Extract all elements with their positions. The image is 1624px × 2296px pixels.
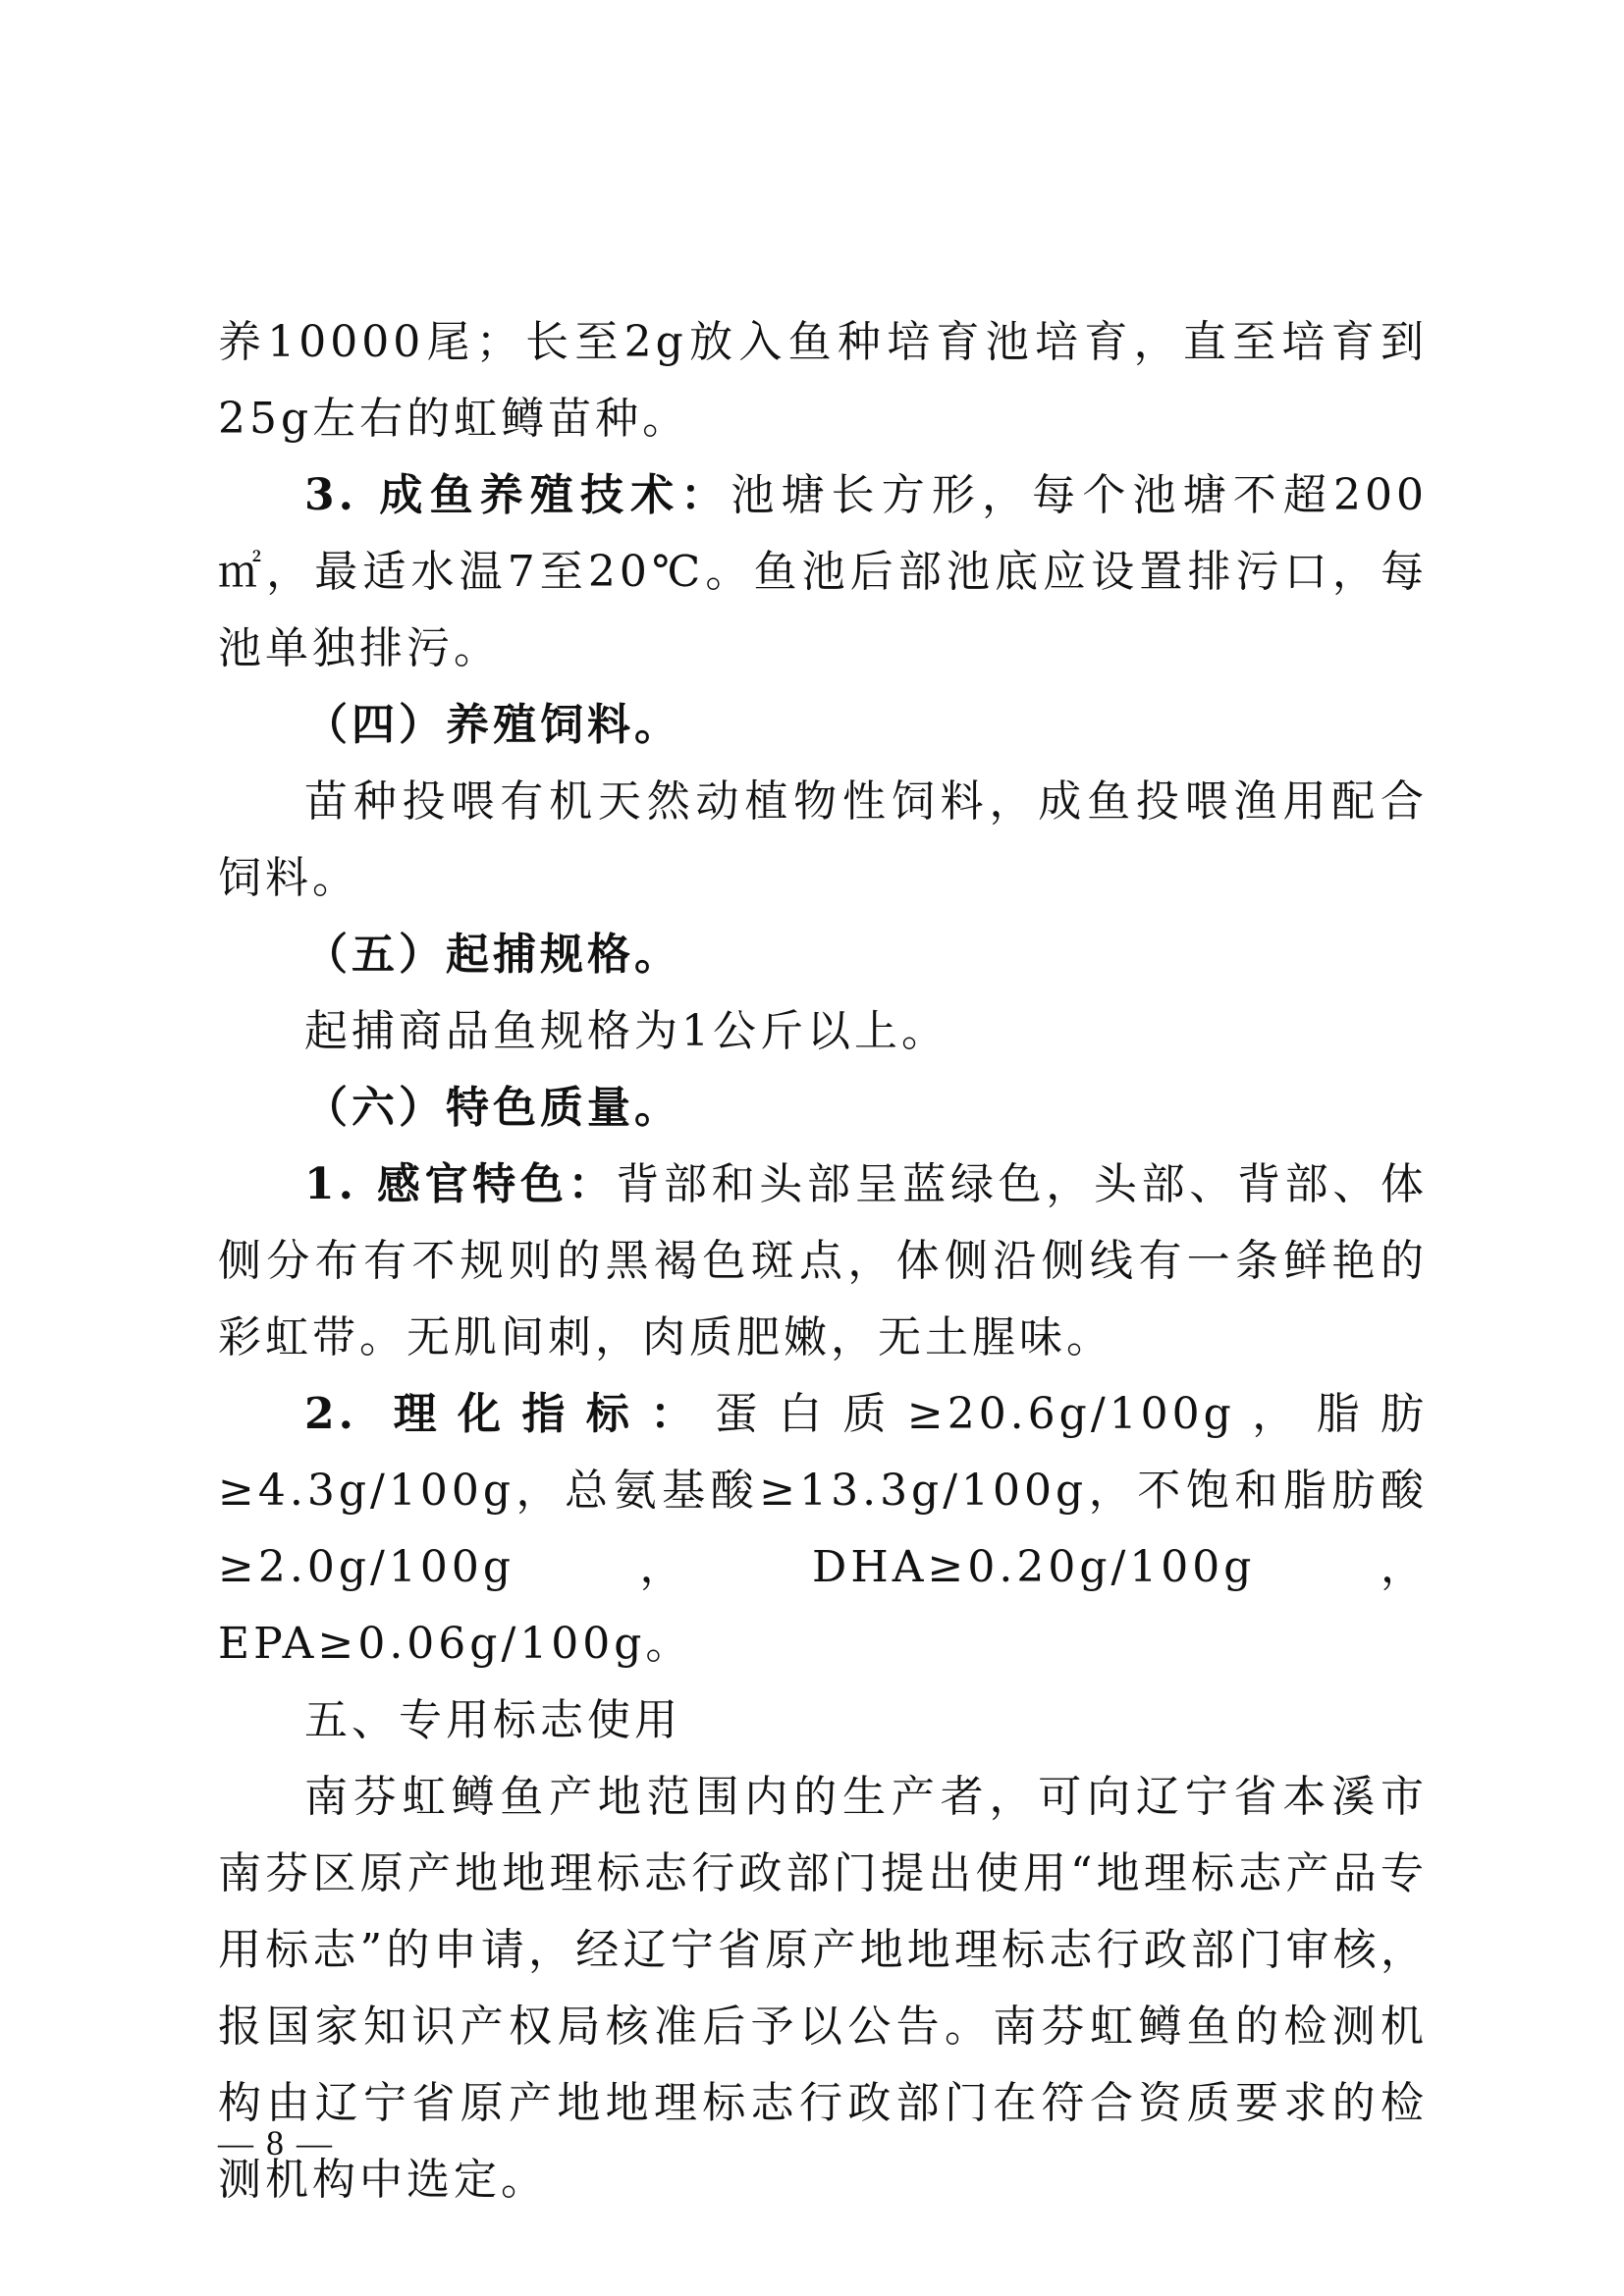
heading-text: （六）特色质量。 <box>304 1083 681 1133</box>
paragraph-text: 养10000尾；长至2g放入鱼种培育池培育，直至培育到25g左右的虹鳟苗种。 <box>218 317 1428 444</box>
paragraph-text: 池塘长方形，每个池塘不超200㎡，最适水温7至20℃。鱼池后部池底应设置排污口，每池单独排污。 <box>218 470 1428 673</box>
section-heading-quality <box>218 1070 1428 1147</box>
paragraph-lead: 3. 成鱼养殖技术： <box>304 470 731 520</box>
paragraph-text: 南芬虹鳟鱼产地范围内的生产者，可向辽宁省本溪市南芬区原产地地理标志行政部门提出使用“地理标志产品专用标志”的申请，经辽宁省原产地地理标志行政部门审核，报国家知识产权局核准后予以公告。南芬虹鳟鱼的检测机构由辽宁省原产地地理标志行政部门在符合资质要求的检测机构中选定。 <box>218 1772 1428 2205</box>
paragraph-lead: 2. 理化指标： <box>304 1389 715 1439</box>
paragraph-text: 苗种投喂有机天然动植物性饲料，成鱼投喂渔用配合饲料。 <box>218 776 1428 903</box>
heading-text: （四）养殖饲料。 <box>304 700 681 750</box>
section-heading-mark-usage <box>218 1682 1428 1759</box>
section-heading-harvest-size <box>218 917 1428 993</box>
heading-text: （五）起捕规格。 <box>304 930 681 980</box>
paragraph-adult-fish-techniques <box>218 457 1428 687</box>
paragraph-physicochemical <box>218 1376 1428 1682</box>
paragraph-text: 背部和头部呈蓝绿色，头部、背部、体侧分布有不规则的黑褐色斑点，体侧沿侧线有一条鲜艳的彩虹带。无肌间刺，肉质肥嫩，无土腥味。 <box>218 1159 1428 1362</box>
paragraph-fry-cultivation <box>218 304 1428 457</box>
body-text <box>218 304 1428 2218</box>
paragraph-feed <box>218 764 1428 917</box>
paragraph-text: 蛋白质≥20.6g/100g，脂肪≥4.3g/100g，总氨基酸≥13.3g/100g，不饱和脂肪酸≥2.0g/100g，DHA≥0.20g/100g，EPA≥0.06g/100g。 <box>218 1389 1428 1669</box>
section-heading-feed <box>218 687 1428 764</box>
paragraph-text: 起捕商品鱼规格为1公斤以上。 <box>304 1006 948 1056</box>
paragraph-harvest-size <box>218 993 1428 1070</box>
paragraph-lead: 1. 感官特色： <box>304 1159 617 1209</box>
paragraph-sensory <box>218 1147 1428 1376</box>
paragraph-mark-usage <box>218 1759 1428 2218</box>
heading-text: 五、专用标志使用 <box>304 1695 681 1745</box>
page-number: — 8 — <box>218 2123 334 2163</box>
